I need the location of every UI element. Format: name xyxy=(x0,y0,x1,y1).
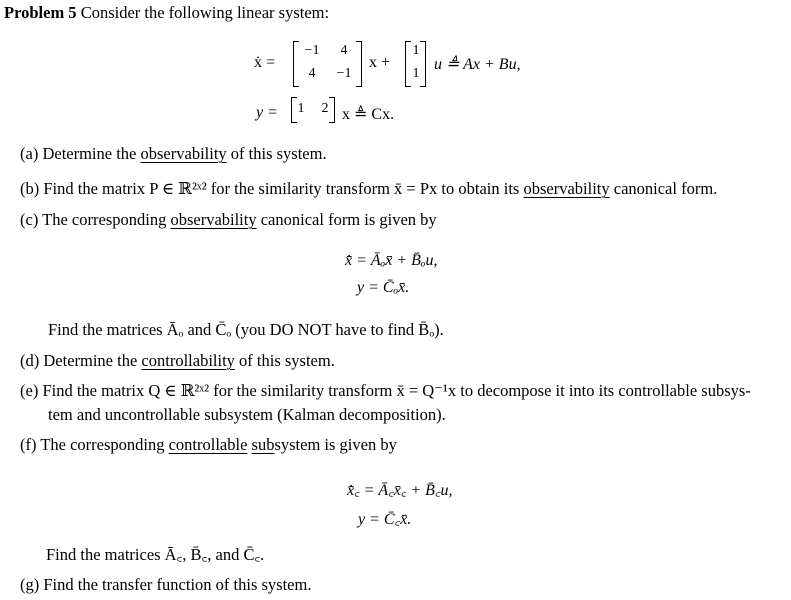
part-a xyxy=(20,144,327,164)
part-d-post: of this system. xyxy=(234,351,335,370)
c-find: Find the matrices Āₒ and C̄ₒ (you DO NOT have to find B̄ₒ). xyxy=(48,320,444,339)
part-e xyxy=(20,381,751,401)
c-equation-1: x̄̇ = Āₒx̄ + B̄ₒu, xyxy=(345,252,438,269)
part-c-label: (c) xyxy=(20,210,39,229)
f-equation-2: y = C̄꜀x̄. xyxy=(358,511,412,528)
part-d-label: (d) xyxy=(20,351,40,370)
part-b-label: (b) xyxy=(20,179,40,198)
controllability-term: controllability xyxy=(141,351,235,370)
part-c-pre: The corresponding xyxy=(42,210,171,229)
f-find: Find the matrices Ā꜀, B̄꜀, and C̄꜀. xyxy=(46,545,265,564)
part-g xyxy=(20,575,311,595)
observability-term: observability xyxy=(523,179,610,198)
y-def: x ≜ Cx. xyxy=(342,106,395,123)
part-d-pre: Determine the xyxy=(43,351,142,370)
xdot-lhs: ẋ = xyxy=(254,54,276,71)
part-f-label: (f) xyxy=(20,435,37,454)
part-f-post: system is given by xyxy=(274,435,397,454)
observability-term: observability xyxy=(140,144,227,163)
u-def: u ≜ Ax + Bu, xyxy=(434,56,521,73)
part-a-pre: Determine the xyxy=(42,144,141,163)
part-b xyxy=(20,179,717,199)
f-equation-1: x̄̇꜀ = Ā꜀x̄꜀ + B̄꜀u, xyxy=(347,482,453,499)
part-d xyxy=(20,351,335,371)
problem-heading-line xyxy=(4,3,329,23)
C-2: 2 xyxy=(321,101,329,116)
part-b-post: canonical form. xyxy=(609,179,718,198)
B-1: 1 xyxy=(412,43,420,58)
part-f-pre: The corresponding xyxy=(40,435,169,454)
A-12: 4 xyxy=(340,43,348,58)
part-c-post: canonical form is given by xyxy=(256,210,437,229)
controllable-term: controllable xyxy=(168,435,248,454)
part-f xyxy=(20,435,397,455)
A-21: 4 xyxy=(308,66,316,81)
y-lhs: y = xyxy=(256,104,278,121)
part-a-post: of this system. xyxy=(226,144,327,163)
part-e-line2: tem and uncontrollable subsystem (Kalman decomposition). xyxy=(48,405,446,424)
part-g-text: Find the transfer function of this system. xyxy=(43,575,312,594)
A-11: −1 xyxy=(304,43,320,58)
part-a-label: (a) xyxy=(20,144,39,163)
part-e-line1: Find the matrix Q ∈ ℝ²ˣ² for the similarity transform x̄ = Q⁻¹x to decompose it into its controllable subsys- xyxy=(42,381,751,400)
c-equation-2: y = C̄ₒx̄. xyxy=(357,279,410,296)
A-22: −1 xyxy=(336,66,352,81)
part-e-label: (e) xyxy=(20,381,39,400)
part-b-pre: Find the matrix P ∈ ℝ²ˣ² for the similarity transform x̄ = Px to obtain its xyxy=(43,179,524,198)
problem-number: Problem 5 xyxy=(4,3,77,22)
B-2: 1 xyxy=(412,66,420,81)
part-g-label: (g) xyxy=(20,575,40,594)
observability-term: observability xyxy=(170,210,257,229)
part-c xyxy=(20,210,437,230)
C-1: 1 xyxy=(297,101,305,116)
x-plus: x + xyxy=(369,54,391,71)
problem-intro: Consider the following linear system: xyxy=(80,3,330,22)
sub-term: sub xyxy=(251,435,275,454)
